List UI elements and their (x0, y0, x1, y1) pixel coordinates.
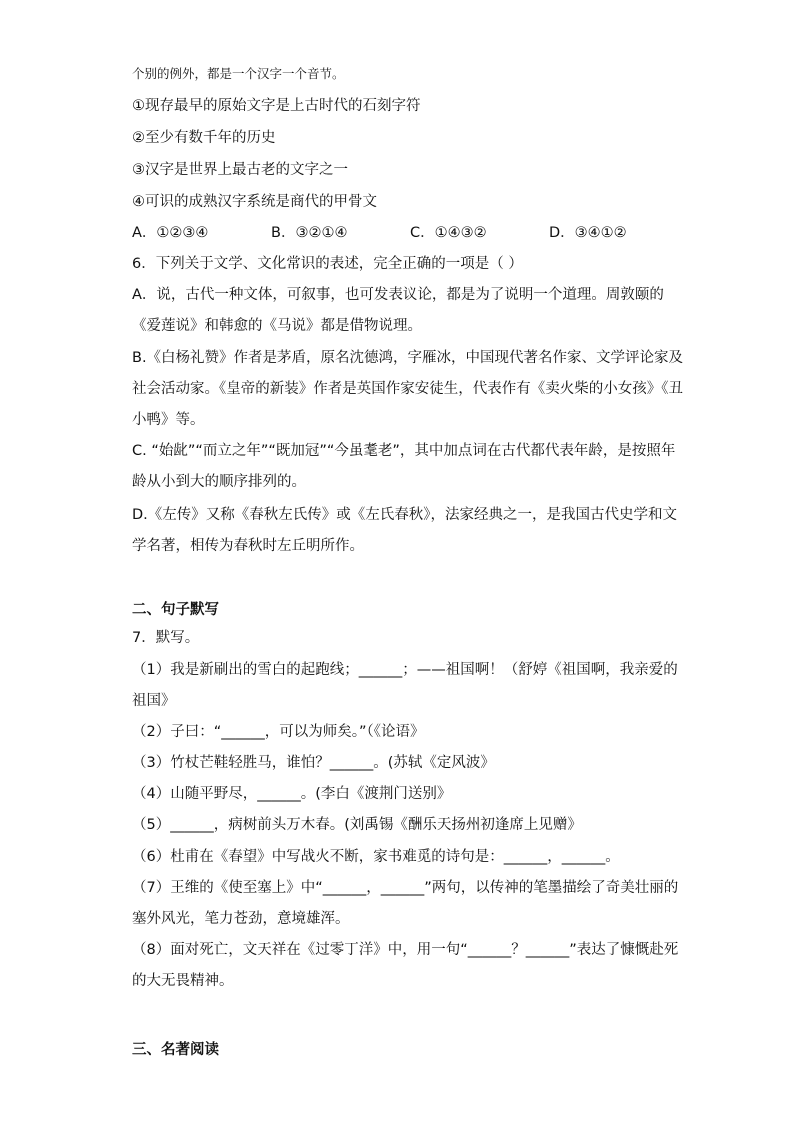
q6-stem: 6．下列关于文学、文化常识的表述，完全正确的一项是（ ） (132, 256, 523, 272)
q7-line-3: （2）子曰：“______，可以为师矣。”（《论语》 (132, 724, 425, 740)
q5-option-c: C．①④③② (410, 225, 487, 241)
q6-option-a-line-2: 《爱莲说》和韩愈的《马说》都是借物说理。 (132, 318, 422, 334)
q5-item-4: ④可识的成熟汉字系统是商代的甲骨文 (132, 194, 377, 210)
q7-line-10: （8）面对死亡，文天祥在《过零丁洋》中，用一句“______？______”表达了慷慨赴死 (132, 942, 679, 958)
q7-line-4: （3）竹杖芒鞋轻胜马，谁怕？______。(苏轼《定风波》 (132, 755, 495, 771)
intro-continuation: 个别的例外，都是一个汉字一个音节。 (132, 66, 345, 81)
q6-option-b-line-2: 社会活动家。《皇帝的新装》作者是英国作家安徒生，代表作有《卖火柴的小女孩》《丑 (132, 381, 683, 397)
q6-option-c-line-1: C. “始龀”“而立之年”“既加冠”“今虽耄老”，其中加点词在古代都代表年龄，是按照年 (132, 443, 676, 459)
q7-line-1: （1）我是新刷出的雪白的起跑线；______；——祖国啊！（舒婷《祖国啊，我亲爱的 (132, 662, 678, 678)
q5-option-b: B．③②①④ (271, 225, 348, 241)
q7-line-7: （6）杜甫在《春望》中写战火不断，家书难觅的诗句是：______，______。 (132, 849, 620, 865)
q7-line-8: （7）王维的《使至塞上》中“______，______”两句，以传神的笔墨描绘了奇美壮丽的 (132, 880, 679, 896)
q6-option-b-line-1: B.《白杨礼赞》作者是茅盾，原名沈德鸿，字雁冰，中国现代著名作家、文学评论家及 (132, 350, 684, 366)
q7-stem: 7．默写。 (132, 630, 200, 646)
q6-option-a-line-1: A．说，古代一种文体，可叙事，也可发表议论，都是为了说明一个道理。周敦颐的 (132, 287, 664, 303)
q7-line-6: （5）______，病树前头万木春。(刘禹锡《酬乐天扬州初逢席上见赠》 (132, 817, 582, 833)
section-3-heading: 三、名著阅读 (132, 1042, 219, 1058)
q6-option-b-line-3: 小鸭》等。 (132, 412, 205, 428)
q5-item-3: ③汉字是世界上最古老的文字之一 (132, 162, 348, 178)
section-2-heading: 二、句子默写 (132, 602, 219, 618)
q6-option-c-line-2: 龄从小到大的顺序排列的。 (132, 474, 306, 490)
q6-option-d-line-2: 学名著，相传为春秋时左丘明所作。 (132, 538, 364, 554)
q5-option-a: A．①②③④ (132, 225, 209, 241)
q5-option-d: D．③④①② (549, 225, 627, 241)
q6-option-d-line-1: D.《左传》又称《春秋左氏传》或《左氏春秋》，法家经典之一，是我国古代史学和文 (132, 507, 678, 523)
q5-item-2: ②至少有数千年的历史 (132, 130, 276, 146)
q7-line-11: 的大无畏精神。 (132, 973, 234, 989)
q7-line-2: 祖国》 (132, 693, 176, 709)
q5-item-1: ①现存最早的原始文字是上古时代的石刻字符 (132, 98, 421, 114)
q7-line-5: （4）山随平野尽，______。(李白《渡荆门送别》 (132, 786, 452, 802)
q7-line-9: 塞外风光，笔力苍劲，意境雄浑。 (132, 911, 350, 927)
